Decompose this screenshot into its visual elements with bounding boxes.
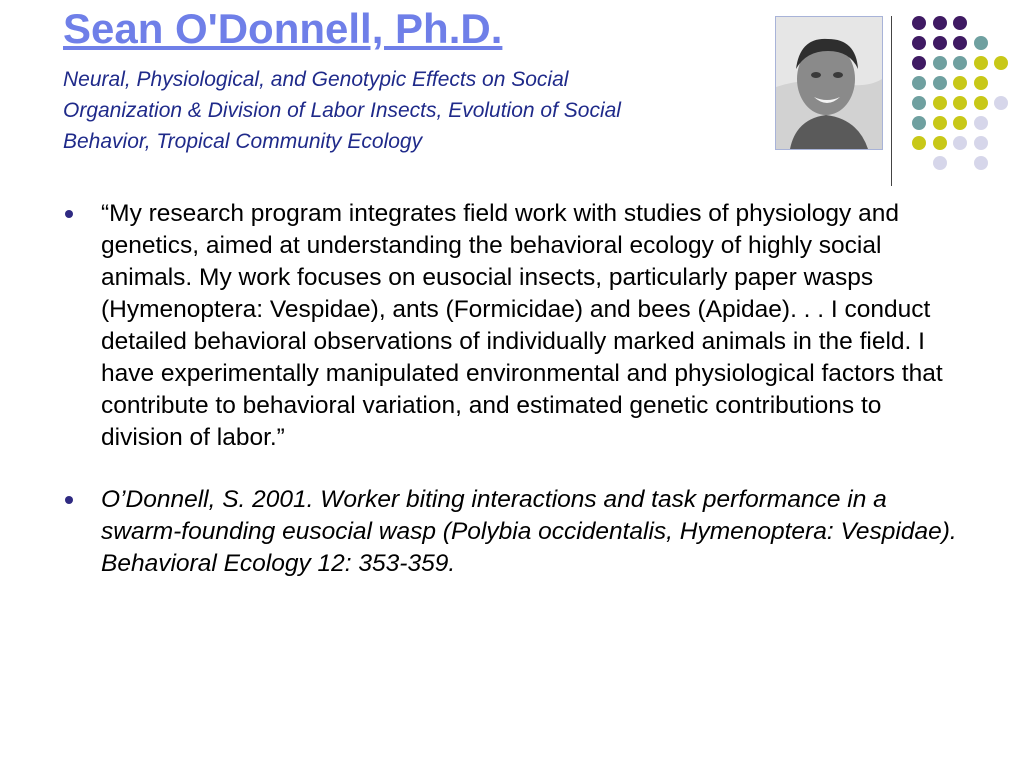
teal-dot bbox=[912, 96, 926, 110]
teal-dot bbox=[953, 56, 967, 70]
lavender-dot bbox=[974, 116, 988, 130]
lavender-dot bbox=[974, 136, 988, 150]
purple-dot bbox=[912, 16, 926, 30]
yellow-dot bbox=[953, 116, 967, 130]
yellow-dot bbox=[912, 136, 926, 150]
citation: O’Donnell, S. 2001. Worker biting interactions and task performance in a swarm-founding eusocial wasp (Polybia occidentalis, Hymenoptera: Vespidae). Behavioral Ecology 12: 353-359. bbox=[101, 486, 957, 577]
subtitle-line: Organization & Division of Labor Insects, Evolution of Social bbox=[63, 99, 621, 122]
teal-dot bbox=[933, 76, 947, 90]
teal-dot bbox=[974, 36, 988, 50]
yellow-dot bbox=[933, 116, 947, 130]
portrait-photo bbox=[775, 16, 883, 150]
research-quote: “My research program integrates field work with studies of physiology and genetics, aimed at understanding the behavioral ecology of highly social animals. My work focuses on eusocial insects, particularly paper wasps (Hymenoptera: Vespidae), ants (Formicidae) and bees (Apidae). . . I conduct detailed behavioral observations of individually marked animals in the field. I have experimentally manipulated environmental and physiological factors that contribute to behavioral variation, and estimated genetic contributions to division of labor.” bbox=[101, 200, 943, 451]
teal-dot bbox=[933, 56, 947, 70]
yellow-dot bbox=[974, 56, 988, 70]
bullet-icon bbox=[65, 496, 73, 504]
list-item bbox=[63, 484, 963, 580]
teal-dot bbox=[912, 76, 926, 90]
vertical-divider bbox=[891, 16, 892, 186]
list-item bbox=[63, 198, 963, 454]
bullet-icon bbox=[65, 210, 73, 218]
purple-dot bbox=[953, 16, 967, 30]
title-link[interactable]: Sean O'Donnell, Ph.D. bbox=[63, 5, 503, 52]
purple-dot bbox=[912, 36, 926, 50]
subtitle bbox=[63, 64, 763, 157]
purple-dot bbox=[953, 36, 967, 50]
yellow-dot bbox=[974, 96, 988, 110]
teal-dot bbox=[912, 116, 926, 130]
lavender-dot bbox=[953, 136, 967, 150]
lavender-dot bbox=[994, 96, 1008, 110]
purple-dot bbox=[933, 36, 947, 50]
bullet-list bbox=[63, 198, 963, 610]
portrait-photo-icon bbox=[776, 17, 882, 149]
subtitle-line: Neural, Physiological, and Genotypic Effects on Social bbox=[63, 68, 569, 91]
subtitle-line: Behavior, Tropical Community Ecology bbox=[63, 130, 423, 153]
yellow-dot bbox=[953, 96, 967, 110]
yellow-dot bbox=[953, 76, 967, 90]
yellow-dot bbox=[974, 76, 988, 90]
yellow-dot bbox=[994, 56, 1008, 70]
purple-dot bbox=[933, 16, 947, 30]
yellow-dot bbox=[933, 96, 947, 110]
lavender-dot bbox=[974, 156, 988, 170]
decorative-dot-grid bbox=[900, 10, 1024, 170]
lavender-dot bbox=[933, 156, 947, 170]
purple-dot bbox=[912, 56, 926, 70]
yellow-dot bbox=[933, 136, 947, 150]
